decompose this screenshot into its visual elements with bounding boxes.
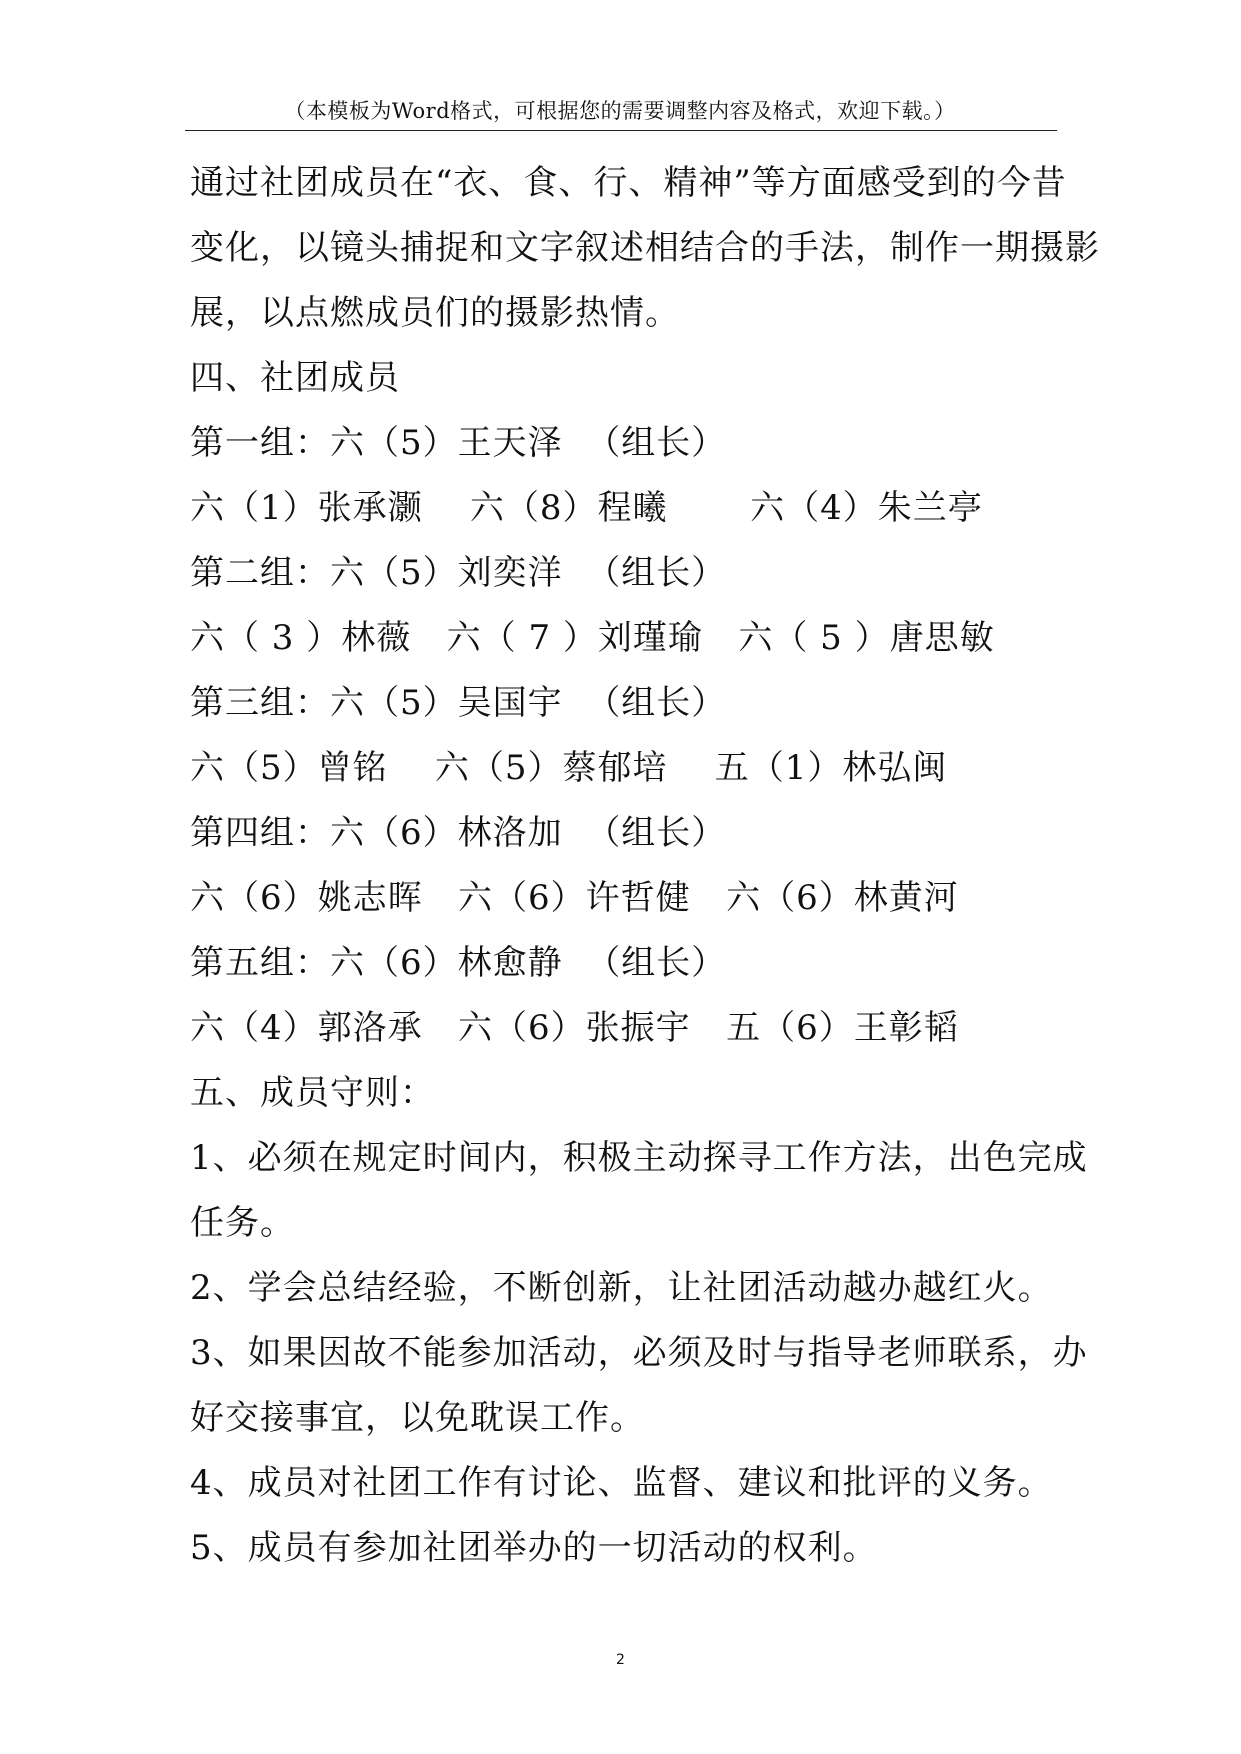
- page-number: 2: [616, 1652, 625, 1668]
- group-leader-line: 第五组：六（6）林愈静 （组长）: [190, 943, 727, 983]
- section-heading: 四、社团成员: [190, 358, 400, 398]
- document-body: [190, 151, 1100, 1581]
- group-members-line: 六（5）曾铭 六（5）蔡郁培 五（1）林弘闽: [190, 748, 948, 788]
- rule-item-line: 4、成员对社团工作有讨论、监督、建议和批评的义务。: [190, 1463, 1053, 1503]
- rule-item-line: 3、如果因故不能参加活动，必须及时与指导老师联系，办: [190, 1333, 1088, 1373]
- rule-item-line: 好交接事宜，以免耽误工作。: [190, 1398, 645, 1438]
- group-leader-line: 第三组：六（5）吴国宇 （组长）: [190, 683, 727, 723]
- group-leader-line: 第二组：六（5）刘奕洋 （组长）: [190, 553, 727, 593]
- page-header: （本模板为Word格式，可根据您的需要调整内容及格式，欢迎下载。）: [284, 99, 956, 123]
- paragraph-line: 展，以点燃成员们的摄影热情。: [190, 293, 680, 333]
- group-leader-line: 第四组：六（6）林洛加 （组长）: [190, 813, 727, 853]
- paragraph-line: 通过社团成员在“衣、食、行、精神”等方面感受到的今昔: [190, 163, 1067, 203]
- group-members-line: 六（6）姚志晖 六（6）许哲健 六（6）林黄河: [190, 878, 959, 918]
- rule-item-line: 5、成员有参加社团举办的一切活动的权利。: [190, 1528, 878, 1568]
- group-members-line: 六（1）张承灏 六（8）程曦 六（4）朱兰亭: [190, 488, 983, 528]
- section-heading: 五、成员守则：: [190, 1073, 435, 1113]
- rule-item-line: 任务。: [190, 1203, 295, 1243]
- rule-item-line: 2、学会总结经验，不断创新，让社团活动越办越红火。: [190, 1268, 1053, 1308]
- header-divider: [185, 130, 1057, 131]
- group-members-line: 六（ 3 ）林薇 六（ 7 ）刘瑾瑜 六（ 5 ）唐思敏: [190, 618, 995, 658]
- paragraph-line: 变化，以镜头捕捉和文字叙述相结合的手法，制作一期摄影: [190, 228, 1100, 268]
- rule-item-line: 1、必须在规定时间内，积极主动探寻工作方法，出色完成: [190, 1138, 1088, 1178]
- group-leader-line: 第一组：六（5）王天泽 （组长）: [190, 423, 727, 463]
- group-members-line: 六（4）郭洛承 六（6）张振宇 五（6）王彰韬: [190, 1008, 959, 1048]
